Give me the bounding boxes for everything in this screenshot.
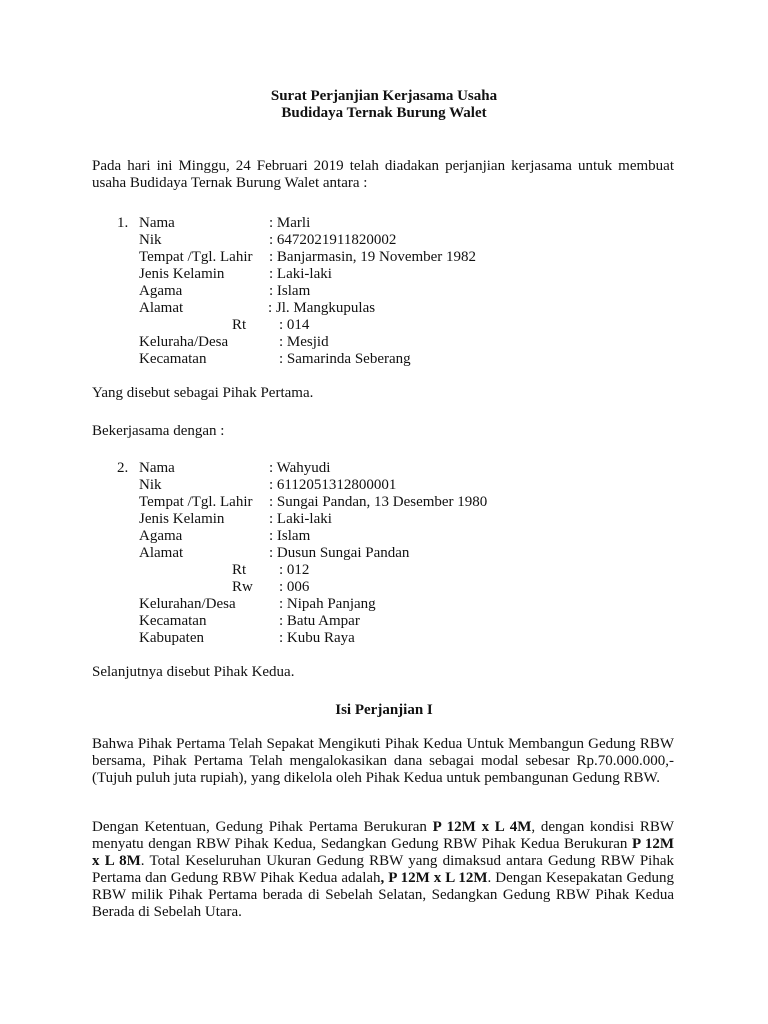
cooperate-line: Bekerjasama dengan : — [92, 423, 225, 439]
party-1-label: Jenis Kelamin — [139, 266, 225, 282]
party-1-label: Agama — [139, 283, 183, 299]
party-1-value: : 6472021911820002 — [269, 232, 397, 248]
party-2-label: Jenis Kelamin — [139, 511, 225, 527]
party-2-value: : 6112051312800001 — [269, 477, 397, 493]
para-2-text-1: Dengan Ketentuan, Gedung Pihak Pertama Berukuran — [92, 819, 433, 835]
party-1-label: Nama — [139, 215, 175, 231]
party-1-number: 1. — [117, 215, 129, 231]
document-title-line-2: Budidaya Ternak Burung Walet — [281, 105, 487, 121]
party-1-value: : 014 — [279, 317, 310, 333]
party-2-value: : 012 — [279, 562, 310, 578]
party-2-label: Kecamatan — [139, 613, 207, 629]
party-2-value: : 006 — [279, 579, 310, 595]
party-2-value: : Batu Ampar — [279, 613, 360, 629]
party-1-label: Nik — [139, 232, 162, 248]
intro-paragraph: Pada hari ini Minggu, 24 Februari 2019 telah diadakan perjanjian kerjasama untuk membuat usaha Budidaya Ternak Burung Walet antara : — [92, 158, 674, 191]
party-2-label: Rw — [232, 579, 253, 595]
party-2-label: Agama — [139, 528, 183, 544]
party-1-value: : Islam — [269, 283, 311, 299]
para-2-text-3: . Total Keseluruhan Ukuran Gedung RBW yang dimaksud antara Gedung RBW Pihak Pertama dan Gedung RBW Pihak Kedua adalah — [92, 853, 674, 886]
party-2-label: Alamat — [139, 545, 184, 561]
party-2-value: : Wahyudi — [269, 460, 331, 476]
agreement-paragraph-1: Bahwa Pihak Pertama Telah Sepakat Mengikuti Pihak Kedua Untuk Membangun Gedung RBW bersama, Pihak Pertama Telah mengalokasikan dana sebagai modal sebesar Rp.70.000.000,- (Tujuh puluh juta rupiah), yang dikelola oleh Pihak Kedua untuk pembangunan Gedung RBW. — [92, 736, 674, 786]
party-2-value: : Laki-laki — [269, 511, 332, 527]
party-1-note: Yang disebut sebagai Pihak Pertama. — [92, 385, 314, 401]
party-2-label: Nik — [139, 477, 162, 493]
party-2-label: Nama — [139, 460, 175, 476]
party-2-value: : Islam — [269, 528, 311, 544]
party-2-label: Tempat /Tgl. Lahir — [139, 494, 253, 510]
party-2-number: 2. — [117, 460, 129, 476]
total-size: , P 12M x L 12M — [380, 870, 488, 886]
para-2-text-2: , dengan kondisi RBW menyatu dengan RBW Pihak Kedua, Sedangkan Gedung RBW Pihak Kedua Berukuran — [92, 819, 675, 852]
party-1-value: : Banjarmasin, 19 November 1982 — [269, 249, 477, 265]
party-1-label: Alamat — [139, 300, 184, 316]
agreement-paragraph-2 — [92, 819, 674, 921]
party-1-label: Kecamatan — [139, 351, 207, 367]
party-2-label: Rt — [232, 562, 247, 578]
party-1-label: Keluraha/Desa — [139, 334, 229, 350]
party-2-value: : Dusun Sungai Pandan — [269, 545, 410, 561]
party-1-label: Tempat /Tgl. Lahir — [139, 249, 253, 265]
party-1-label: Rt — [232, 317, 247, 333]
para-2-text-4: . Dengan Kesepakatan Gedung RBW milik Pihak Pertama berada di Sebelah Selatan, Sedangkan Gedung RBW Pihak Kedua Berada di Sebelah Utara. — [92, 870, 675, 920]
party-2-value: : Nipah Panjang — [279, 596, 376, 612]
second-party-size: P 12M x L 8M — [92, 836, 674, 869]
party-1-value: : Samarinda Seberang — [279, 351, 411, 367]
party-2-label: Kelurahan/Desa — [139, 596, 236, 612]
party-2-label: Kabupaten — [139, 630, 204, 646]
first-party-size: P 12M x L 4M — [432, 819, 532, 835]
document-title-line-1: Surat Perjanjian Kerjasama Usaha — [270, 88, 498, 104]
party-1-value: : Jl. Mangkupulas — [268, 300, 376, 316]
party-2-value: : Kubu Raya — [279, 630, 355, 646]
party-1-value: : Laki-laki — [269, 266, 332, 282]
section-heading: Isi Perjanjian I — [335, 702, 433, 718]
party-2-value: : Sungai Pandan, 13 Desember 1980 — [269, 494, 488, 510]
party-2-note: Selanjutnya disebut Pihak Kedua. — [92, 664, 295, 680]
party-1-value: : Marli — [269, 215, 311, 231]
party-1-value: : Mesjid — [279, 334, 329, 350]
